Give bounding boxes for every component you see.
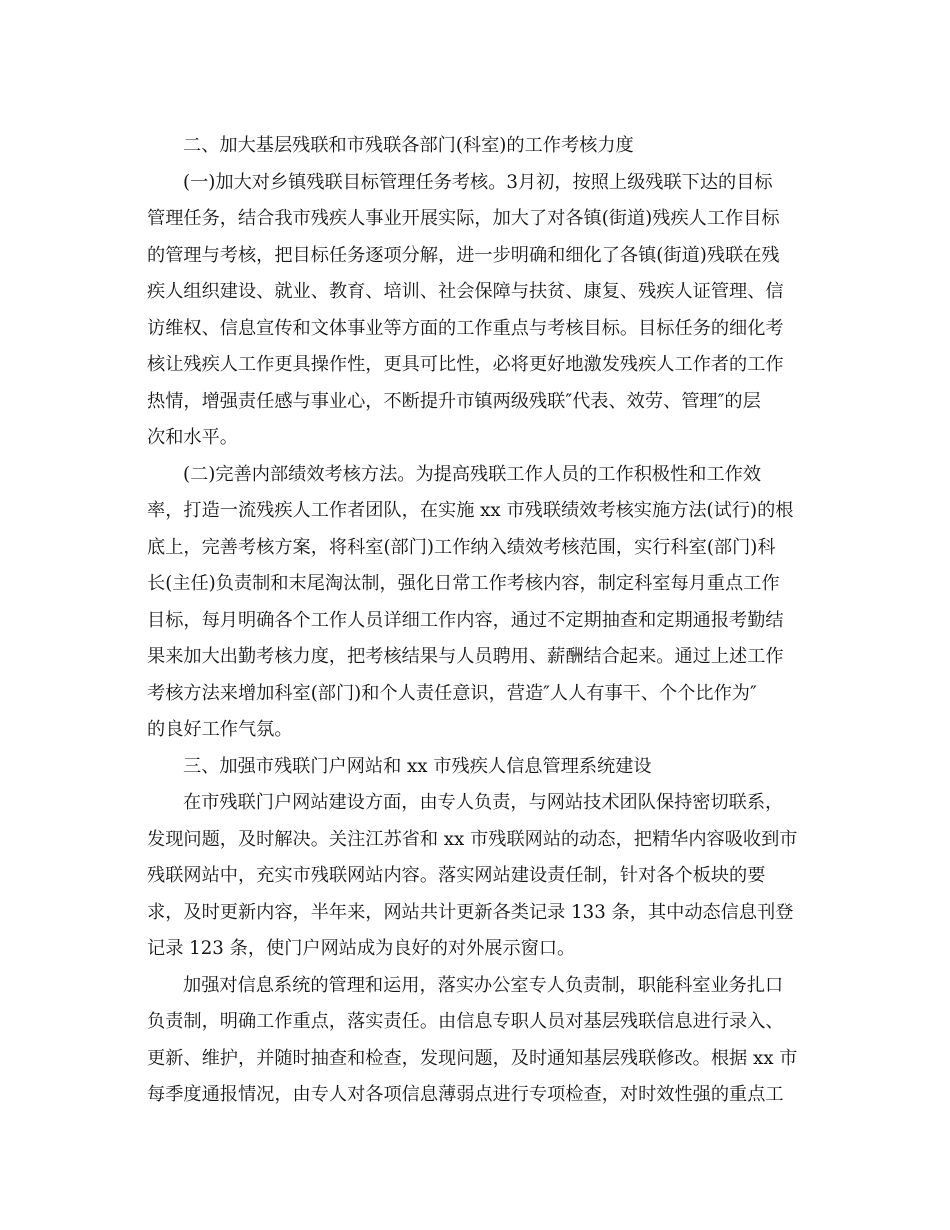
text-line: 在市残联门户网站建设方面，由专人负责，与网站技术团队保持密切联系， (183, 792, 784, 813)
text-line: 求，及时更新内容，半年来，网站共计更新各类记录 133 条，其中动态信息刊登 (147, 901, 794, 923)
text-line: 考核方法来增加科室(部门)和个人责任意识，营造″人人有事干、个个比作为″ (147, 682, 757, 704)
text-line: 目标，每月明确各个工作人员详细工作内容，通过不定期抽查和定期通报考勤结 (147, 609, 784, 631)
text-line: 记录 123 条，使门户网站成为良好的对外展示窗口。 (147, 938, 576, 959)
text-line: 果来加大出勤考核力度，把考核结果与人员聘用、薪酬结合起来。通过上述工作 (147, 646, 784, 667)
text-line: 加强对信息系统的管理和运用，落实办公室专人负责制，职能科室业务扎口 (183, 974, 784, 996)
text-line: 残联网站中，充实市残联网站内容。落实网站建设责任制，针对各个板块的要 (147, 865, 766, 886)
text-line: 更新、维护，并随时抽查和检查，发现问题，及时通知基层残联修改。根据 xx 市 (147, 1047, 798, 1069)
text-line: 负责制，明确工作重点，落实责任。由信息专职人员对基层残联信息进行录入、 (147, 1011, 784, 1032)
text-line: 疾人组织建设、就业、教育、培训、社会保障与扶贫、康复、残疾人证管理、信 (147, 281, 784, 302)
paragraph (147, 968, 812, 1114)
paragraph (147, 457, 812, 749)
text-line: 的管理与考核，把目标任务逐项分解，进一步明确和细化了各镇(街道)残联在残 (147, 244, 780, 266)
text-line: (二)完善内部绩效考核方法。为提高残联工作人员的工作积极性和工作效 (183, 463, 762, 485)
text-line: 二、加大基层残联和市残联各部门(科室)的工作考核力度 (183, 135, 634, 156)
text-line: 核让残疾人工作更具操作性，更具可比性，必将更好地激发残疾人工作者的工作 (147, 354, 784, 375)
document-body (147, 128, 812, 1114)
text-line: 每季度通报情况，由专人对各项信息薄弱点进行专项检查，对时效性强的重点工 (147, 1084, 784, 1105)
paragraph (147, 165, 812, 457)
text-line: 率，打造一流残疾人工作者团队，在实施 xx 市残联绩效考核实施方法(试行)的根 (147, 500, 794, 521)
section-heading (147, 128, 812, 165)
text-line: 访维权、信息宣传和文体事业等方面的工作重点与考核目标。目标任务的细化考 (147, 317, 784, 339)
paragraph (147, 785, 812, 968)
text-line: 次和水平。 (147, 427, 238, 448)
text-line: 三、加强市残联门户网站和 xx 市残疾人信息管理系统建设 (183, 755, 652, 777)
text-line: 热情，增强责任感与事业心，不断提升市镇两级残联″代表、效劳、管理″的层 (147, 390, 761, 412)
text-line: 的良好工作气氛。 (147, 719, 293, 740)
text-line: 管理任务，结合我市残疾人事业开展实际，加大了对各镇(街道)残疾人工作目标 (147, 208, 780, 229)
text-line: 发现问题，及时解决。关注江苏省和 xx 市残联网站的动态，把精华内容吸收到市 (147, 828, 798, 850)
section-heading (147, 749, 812, 786)
text-line: (一)加大对乡镇残联目标管理任务考核。3月初，按照上级残联下达的目标 (183, 171, 773, 193)
text-line: 长(主任)负责制和末尾淘汰制，强化日常工作考核内容，制定科室每月重点工作 (147, 573, 780, 594)
text-line: 底上，完善考核方案，将科室(部门)工作纳入绩效考核范围，实行科室(部门)科 (147, 536, 776, 558)
